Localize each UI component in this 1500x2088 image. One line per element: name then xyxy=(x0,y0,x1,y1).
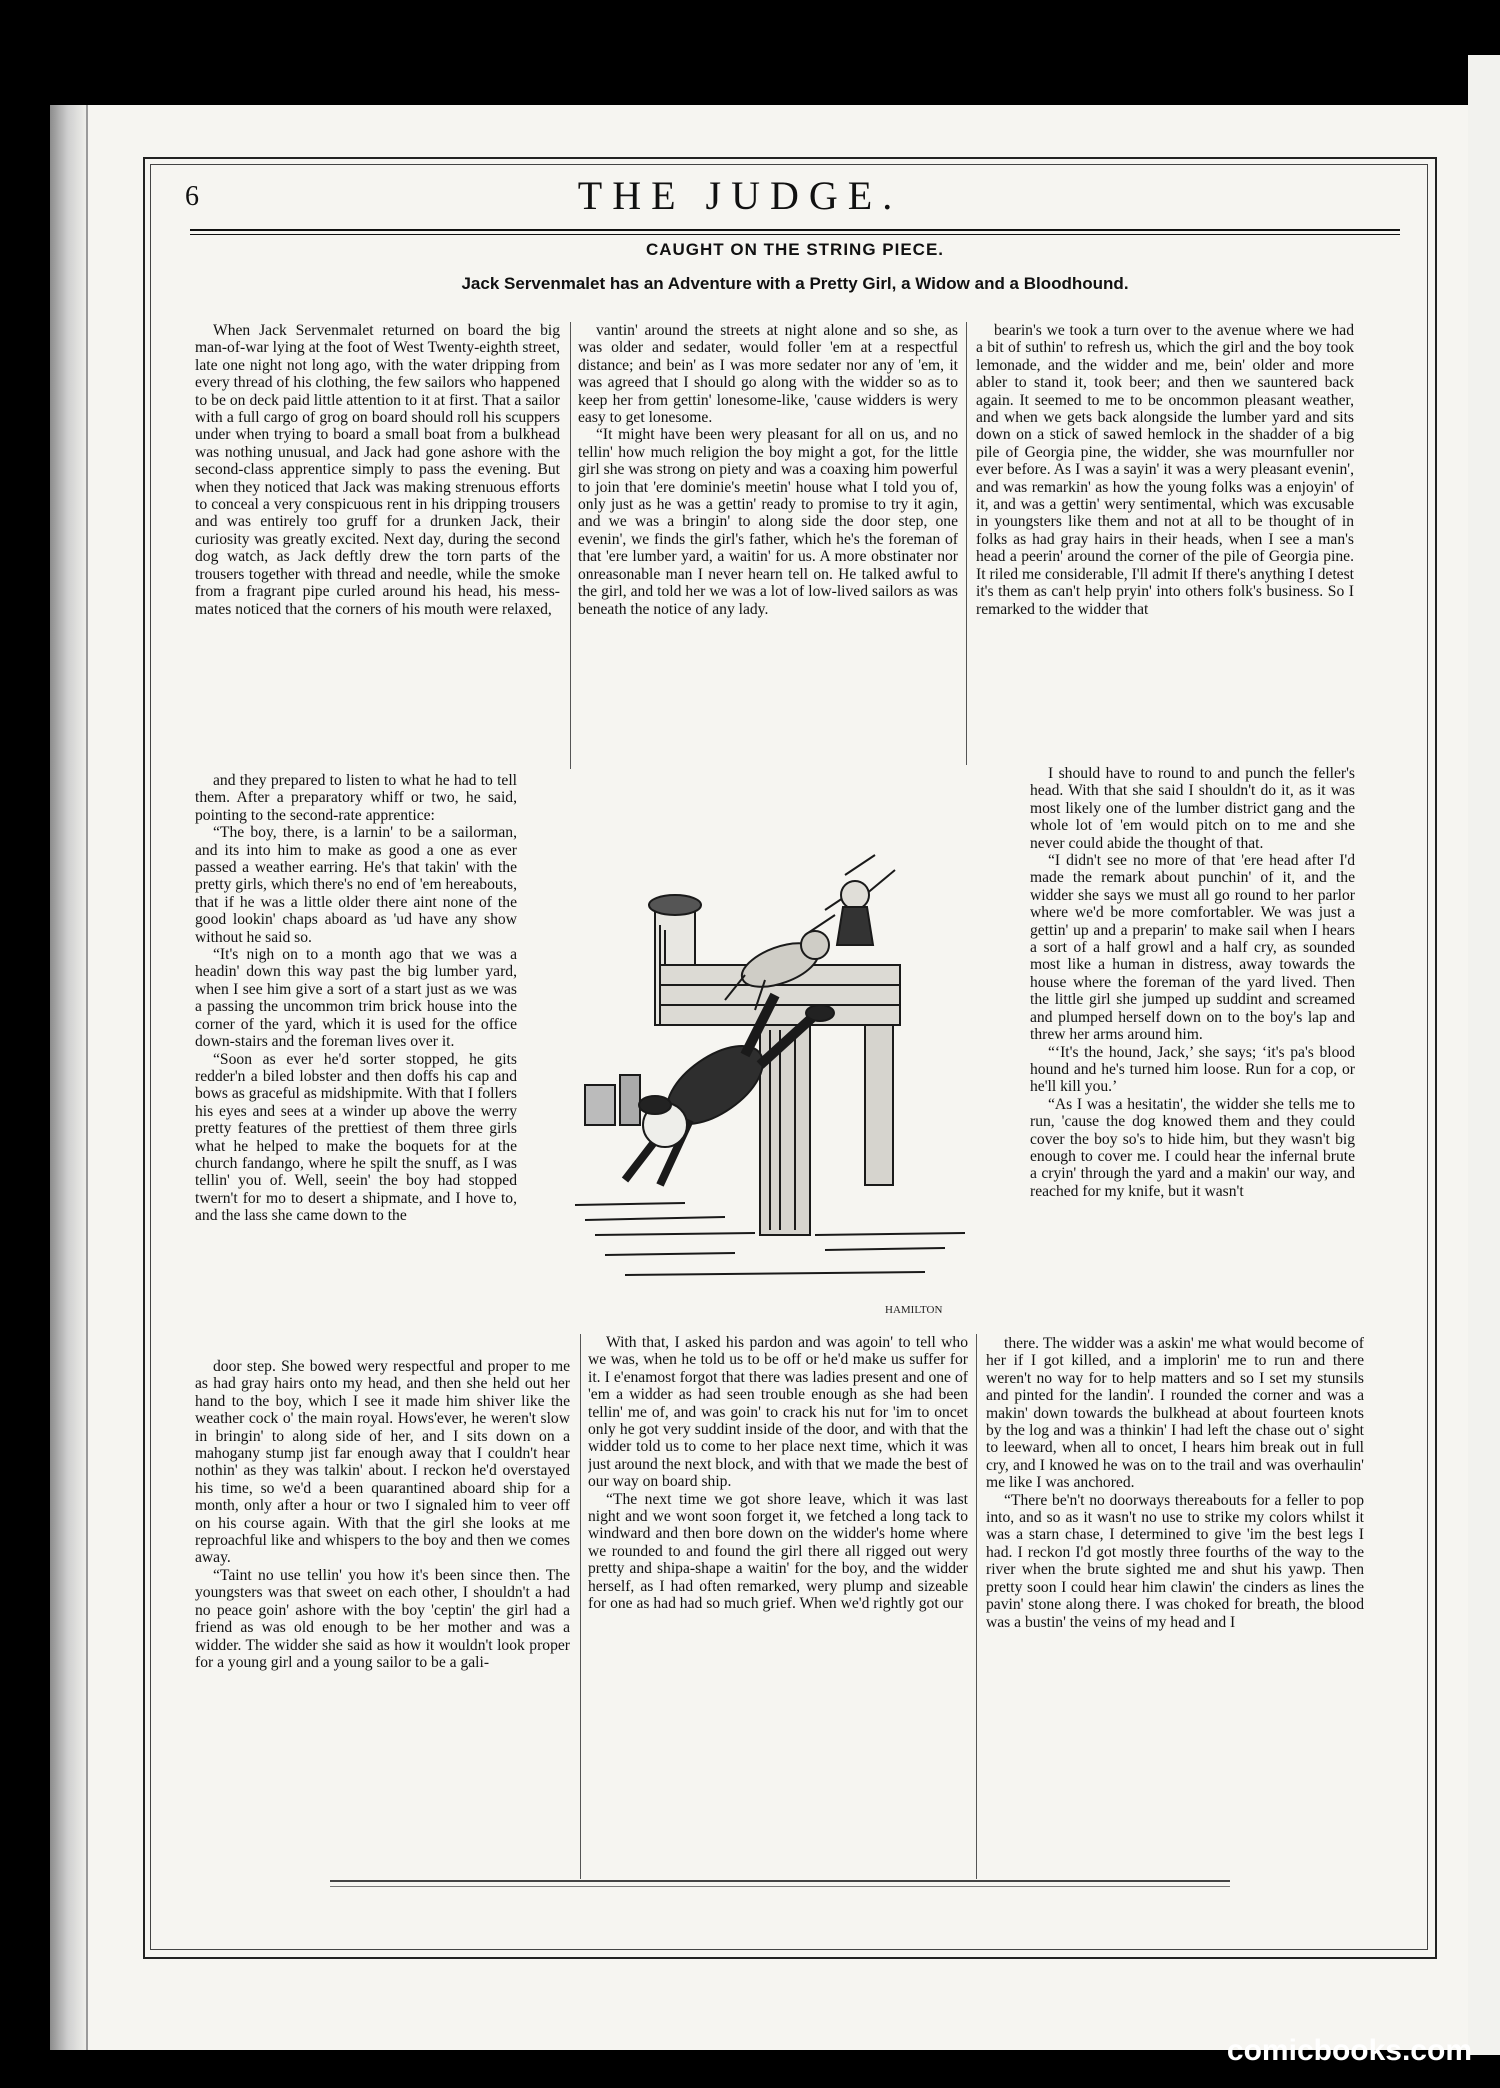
facing-page-edge xyxy=(1468,55,1500,2055)
column-divider-4 xyxy=(976,1334,977,1879)
column-3-middle xyxy=(1030,765,1355,1335)
column-divider-3 xyxy=(580,1334,581,1879)
paragraph: With that, I asked his pardon and was agoin' to tell who we was, when he told us to be off or he'd make us suffer for it. I e'enamost forgot that there was ladies present and one of 'em a widder as had seen trouble enough as she had been tellin' me of, and was goin' to crack his nut for 'im to oncet only he got very suddint inside of the door, and with that the widder told us to come to her place next time, which it was just around the next block, and with that we made the best of our way on board ship. xyxy=(588,1334,968,1491)
page-footer-rule xyxy=(330,1880,1230,1887)
column-3-top xyxy=(976,322,1354,765)
column-2-top xyxy=(578,322,958,765)
illustration-signature: HAMILTON xyxy=(885,1304,943,1316)
column-1-bottom xyxy=(195,1358,570,1883)
column-1-top xyxy=(195,322,560,772)
paragraph: and they prepared to listen to what he had to tell them. After a preparatory whiff or two, he said, pointing to the second-rate apprentice: xyxy=(195,772,517,824)
paragraph: “‘It's the hound, Jack,’ she says; ‘it's pa's blood hound and he's turned him loose. Run for a cop, or he'll kill you.’ xyxy=(1030,1043,1355,1096)
paragraph: bearin's we took a turn over to the avenue where we had a bit of suthin' to refresh us, which the girl and the boy took lemonade, and the widder and me, bein' older and more abler to stand it, took beer; and then we sauntered back again. It seemed to me to be oncommon pleasant weather, and when we gets back alongside the lumber yard and sits down on a stick of sawed hemlock in the shadder of a big pile of Georgia pine, the widder, she was mournfuller nor ever before. As I was a sayin' it was a wery pleasant evenin', and was remarkin' as how the young folks was a enjoyin' of it, and was a gettin' wery sentimental, which was excusable in youngsters like them and not at all to be thought of in folks as had gray hairs in their heads, when I see a man's head a peerin' around the corner of the pile of Georgia pine. It riled me considerable, I'll admit If there's anything I detest it's them as can't help pryin' into others folk's business. So I remarked to the widder that xyxy=(976,322,1354,618)
paragraph: vantin' around the streets at night alone and so she, as was older and sedater, would foller 'em at a respectful distance; and bein' as I was more sedater nor any of 'em, it was agreed that I should go along with the widder so as to keep her from gettin' lonesome-like, 'cause widders is wery easy to get lonesome. xyxy=(578,322,958,427)
paragraph: “It's nigh on to a month ago that we was a headin' down this way past the big lumber yard, when I see him give a sort of a start just as we was a passing the uncommon trim brick house into the corner of the yard, which it is used for the office down-stairs and the foreman lives over it. xyxy=(195,946,517,1051)
paragraph: I should have to round to and punch the feller's head. With that she said I shouldn't do it, as it was most likely one of the lumber district gang and the whole lot of 'em would pitch on to me and she never could abide the thought of that. xyxy=(1030,765,1355,852)
paragraph: “The next time we got shore leave, which it was last night and we wont soon forget it, we fetched a long tack to windward and then bore down on the widder's home where we rounded to and found the girl there all rigged out wery pretty and shipa-shape a waitin' for the boy, and the widder herself, as I had often remarked, wery plump and sizeable for one as had had so much grief. When we'd rightly got our xyxy=(588,1490,968,1613)
page-number: 6 xyxy=(185,181,199,212)
paragraph: “As I was a hesitatin', the widder she tells me to run, 'cause the dog knowed them and they could cover the boy so's to hide him, but they wasn't big enough to cover me. I could hear the infernal brute a cryin' through the yard and a makin' our way, and reached for my knife, but it wasn't xyxy=(1030,1095,1355,1200)
paragraph: “It might have been wery pleasant for all on us, and no tellin' how much religion the boy might a got, for the little girl she was strong on piety and was a coaxing him powerful to join that 'ere dominie's meetin' house what I told you of, only just as he was a gettin' ready to promise to try it agin, and we was a bringin' to along side the door step, one evenin', we finds the girl's father, which he's the foreman of that 'ere lumber yard, a waitin' for us. A more obstinater nor onreasonable man I never hearn tell on. He talked awful to the girl, and told her we was a lot of low-lived sailors as was beneath the notice of any lady. xyxy=(578,426,958,618)
article-title: CAUGHT ON THE STRING PIECE. xyxy=(645,240,945,259)
binding-spine xyxy=(50,105,86,2050)
illustration-sailor-falling xyxy=(565,835,985,1325)
paragraph: “There be'n't no doorways thereabouts for a feller to pop into, and so as it wasn't no use to strike my colors whilst it was a starn chase, I determined to give 'im the best legs I had. I reckon I'd got mostly three fourths of the way to the river when the brute sighted me and shut his yawp. Then pretty soon I could hear him clawin' the cinders as lines the pavin' stone along there. I was choked for breath, the blood was a bustin' the veins of my head and I xyxy=(986,1491,1364,1631)
masthead-rule-thick xyxy=(190,229,1400,231)
watermark: comicbooks.com xyxy=(1226,2034,1472,2067)
article-subtitle: Jack Servenmalet has an Adventure with a Pretty Girl, a Widow and a Bloodhound. xyxy=(461,274,1129,293)
column-divider-2 xyxy=(966,322,967,765)
paragraph: there. The widder was a askin' me what would become of her if I got killed, and a implorin' me to run and there weren't no way for to help matters and so I set my stunsils and pinted for the landin'. I rounded the corner and was a makin' down towards the bulkhead at about fourteen knots by the log and was a thinkin' I had left the chase out o' sight to leeward, when all to oncet, I hears him break out in full cry, and I knowed he was on to the trail and was overhaulin' me like I was anchored. xyxy=(986,1335,1364,1492)
paragraph: “I didn't see no more of that 'ere head after I'd made the remark about punchin' of it, and the widder she says we must all go round to her parlor where we'd be more comfortabler. We was just a gettin' up and a preparin' to make sail when I hears a sort of a half growl and a half cry, as sounded most like a human in distress, away towards the house where the foreman of the yard lived. Then the little girl she jumped up suddint and screamed and plumped herself down on to the boy's lap and threw her arms around him. xyxy=(1030,852,1355,1044)
column-2-bottom xyxy=(588,1334,968,1879)
paragraph: “The boy, there, is a larnin' to be a sailorman, and its into him to make as good a one as ever passed a weather earring. He's that takin' with the pretty girls, which there's no end of 'em hereabouts, that if he was a little older there aint none of the good lookin' chaps aboard as 'ud have any show without he said so. xyxy=(195,824,517,946)
paragraph: “Soon as ever he'd sorter stopped, he gits redder'n a biled lobster and then doffs his cap and bows as graceful as midshipmite. With that I follers his eyes and sees at a winder up above the werry pretty features of the prettiest of them three girls what he helped to make the boquets for at the church fandango, where he spilt the snuff, as I was tellin' you of. Well, seein' the boy had stopped twern't for mo to desert a shipmate, and I hove to, and the lass she came down to the xyxy=(195,1050,517,1225)
masthead: THE JUDGE. xyxy=(577,173,903,218)
column-3-bottom xyxy=(986,1335,1364,1880)
paragraph: “Taint no use tellin' you how it's been since then. The youngsters was that sweet on each other, I shouldn't a had no peace goin' ashore with the boy 'ceptin' the girl had a friend as was old enough to be her mother and was a widder. The widder she said as how it wouldn't look proper for a young girl and a young sailor to be a gali- xyxy=(195,1566,570,1671)
column-divider-1 xyxy=(570,322,571,769)
masthead-rule-thin xyxy=(190,234,1400,235)
column-1-middle xyxy=(195,772,517,1358)
paragraph: When Jack Servenmalet returned on board the big man-of-war lying at the foot of West Twenty-eighth street, late one night not long ago, with the water dripping from every thread of his clothing, the few sailors who happened to be on deck paid little attention to it at first. That a sailor with a full cargo of grog on board should roll his scuppers under when trying to board a small boat from a bulkhead was nothing unusual, and Jack had gone ashore with the second-class apprentice simply to pass the evening. But when they noticed that Jack was making strenuous efforts to conceal a very conspicuous rent in his dripping trousers and was entirely too gruff for a drunken Jack, their curiosity was greatly excited. Next day, during the second dog watch, as Jack deftly drew the torn parts of the trousers together with thread and needle, while the smoke from a fragrant pipe curled around his head, his mess-mates noticed that the corners of his mouth were relaxed, xyxy=(195,322,560,618)
binding-edge xyxy=(86,105,88,2050)
paragraph: door step. She bowed wery respectful and proper to me as had gray hairs onto my head, and then she held out her hand to the boy, which I see it made him shiver like the weather cock o' the main royal. Hows'ever, he weren't slow in bringin' to along side of her, and I sits down on a mahogany stump jist far enough away that I couldn't hear nothin' as they was talkin' about. I reckon he'd overstayed his time, so we'd a been quarantined aboard ship for a month, only after a hour or two I signaled him to veer off on his course again. With that the girl she looks at me reproachful like and whispers to the boy and then we comes away. xyxy=(195,1358,570,1567)
